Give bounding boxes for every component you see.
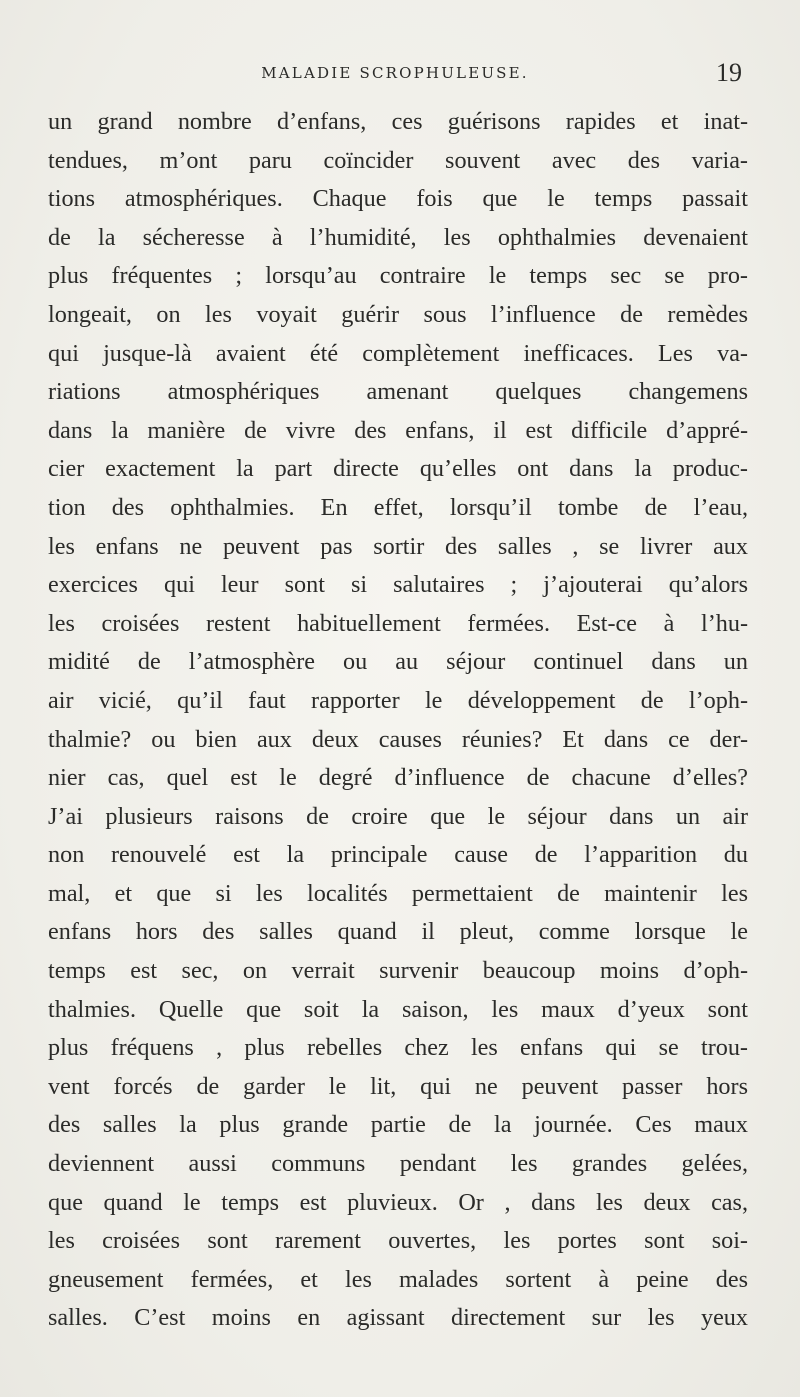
page-header bbox=[48, 58, 742, 90]
body-text bbox=[48, 103, 748, 1338]
text-line: les enfans ne peuvent pas sortir des salles , se livrer aux bbox=[48, 532, 748, 560]
text-line: des salles la plus grande partie de la journée. Ces maux bbox=[48, 1111, 748, 1139]
text-line: thalmie? ou bien aux deux causes réunies? Et dans ce der- bbox=[48, 725, 748, 753]
text-line: riations atmosphériques amenant quelques changemens bbox=[48, 378, 748, 406]
text-line: les croisées sont rarement ouvertes, les portes sont soi- bbox=[48, 1227, 748, 1255]
text-line: longeait, on les voyait guérir sous l’influence de remèdes bbox=[48, 300, 748, 328]
text-line: cier exactement la part directe qu’elles ont dans la produc- bbox=[48, 455, 748, 483]
text-line: deviennent aussi communs pendant les grandes gelées, bbox=[48, 1150, 748, 1178]
text-line: J’ai plusieurs raisons de croire que le séjour dans un air bbox=[48, 802, 748, 830]
text-line: non renouvelé est la principale cause de l’apparition du bbox=[48, 841, 748, 869]
text-line: tion des ophthalmies. En effet, lorsqu’il tombe de l’eau, bbox=[48, 493, 748, 521]
text-line: nier cas, quel est le degré d’influence de chacune d’elles? bbox=[48, 764, 748, 792]
text-line: plus fréquens , plus rebelles chez les enfans qui se trou- bbox=[48, 1034, 748, 1062]
text-line: thalmies. Quelle que soit la saison, les maux d’yeux sont bbox=[48, 995, 748, 1023]
text-line: tendues, m’ont paru coïncider souvent avec des varia- bbox=[48, 146, 748, 174]
text-line: un grand nombre d’enfans, ces guérisons rapides et inat- bbox=[48, 108, 748, 135]
text-line: enfans hors des salles quand il pleut, comme lorsque le bbox=[48, 918, 748, 946]
text-line: mal, et que si les localités permettaient de maintenir les bbox=[48, 879, 748, 907]
text-line: salles. C’est moins en agissant directement sur les yeux bbox=[48, 1304, 748, 1332]
text-line: vent forcés de garder le lit, qui ne peuvent passer hors bbox=[48, 1072, 748, 1100]
text-line: les croisées restent habituellement fermées. Est-ce à l’hu- bbox=[48, 609, 748, 637]
text-line: que quand le temps est pluvieux. Or , dans les deux cas, bbox=[48, 1188, 748, 1216]
text-line: midité de l’atmosphère ou au séjour continuel dans un bbox=[48, 648, 748, 676]
text-line: exercices qui leur sont si salutaires ; j’ajouterai qu’alors bbox=[48, 571, 748, 599]
text-line: de la sécheresse à l’humidité, les ophthalmies devenaient bbox=[48, 223, 748, 251]
text-line: plus fréquentes ; lorsqu’au contraire le temps sec se pro- bbox=[48, 262, 748, 290]
text-line: qui jusque-là avaient été complètement inefficaces. Les va- bbox=[48, 339, 748, 367]
text-line: air vicié, qu’il faut rapporter le développement de l’oph- bbox=[48, 686, 748, 714]
running-title: MALADIE SCROPHULEUSE. bbox=[261, 64, 529, 82]
page-number: 19 bbox=[716, 58, 742, 87]
text-line: dans la manière de vivre des enfans, il est difficile d’appré- bbox=[48, 416, 748, 444]
text-line: tions atmosphériques. Chaque fois que le temps passait bbox=[48, 185, 748, 213]
text-line: gneusement fermées, et les malades sortent à peine des bbox=[48, 1265, 748, 1293]
text-line: temps est sec, on verrait survenir beaucoup moins d’oph- bbox=[48, 957, 748, 985]
